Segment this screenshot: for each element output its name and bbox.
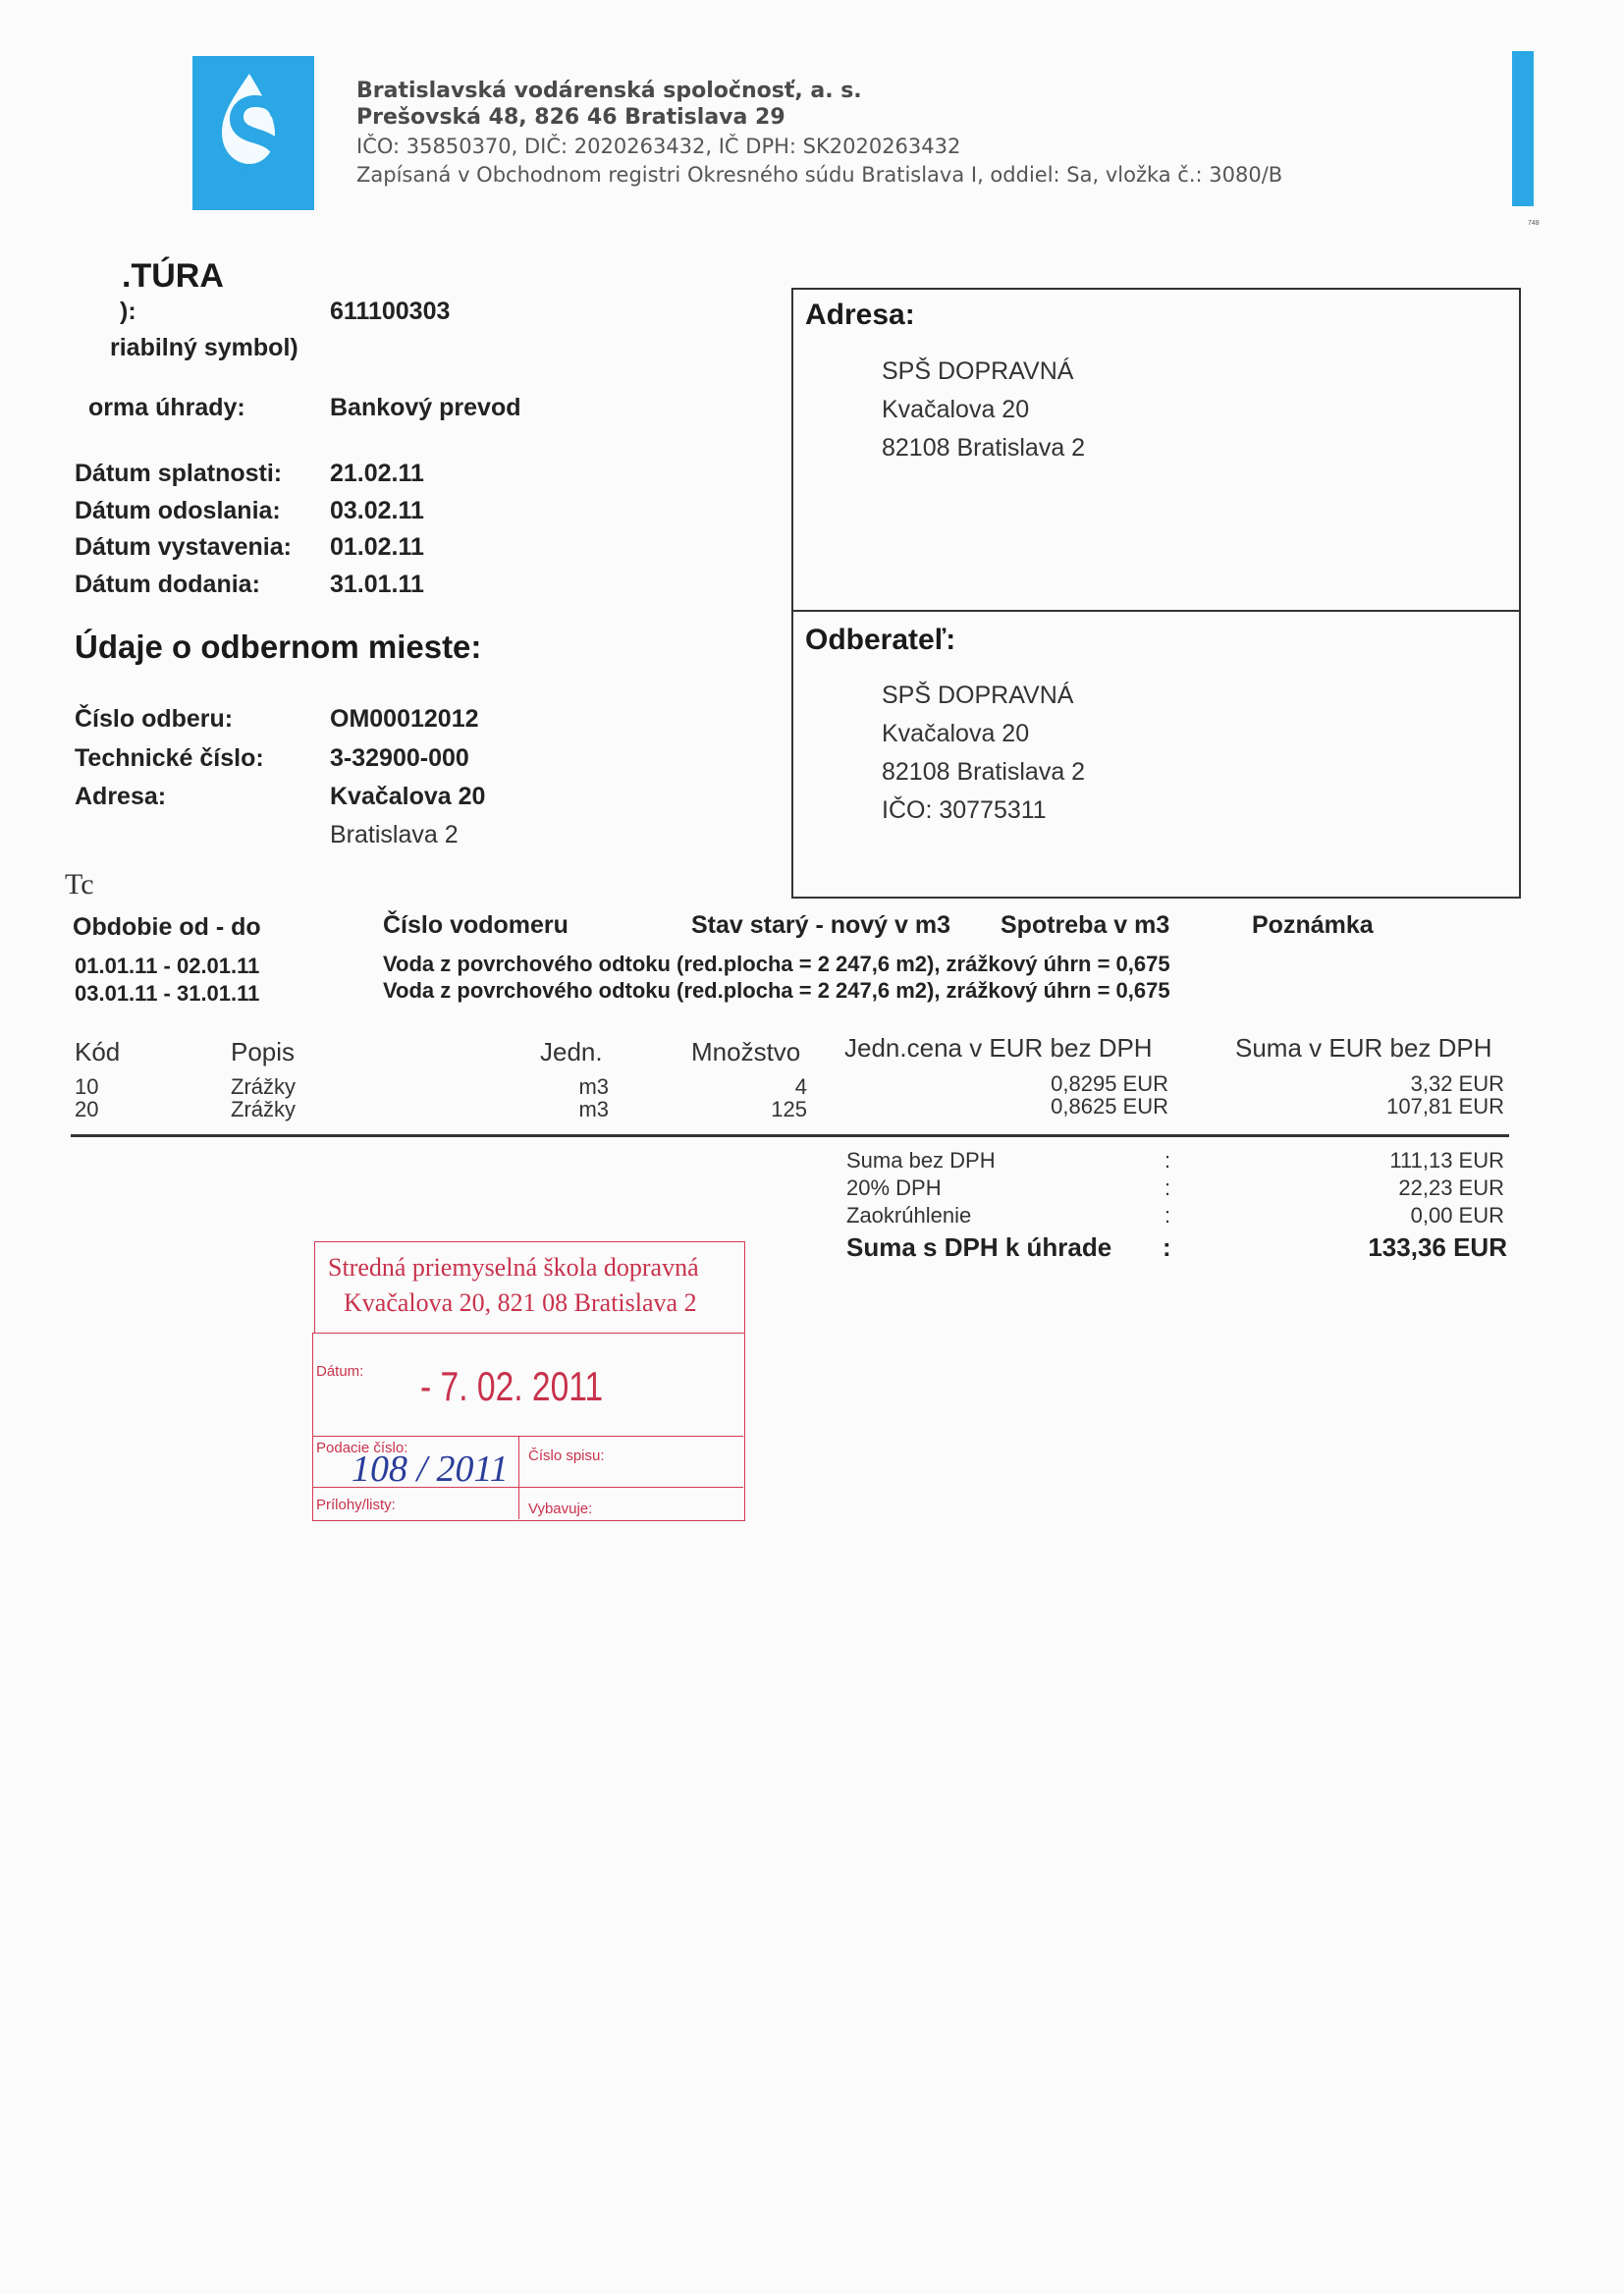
period-header: Obdobie od - do — [73, 913, 261, 941]
period-row-1: 01.01.11 - 02.01.11 — [75, 954, 260, 978]
stamp-prilohy-label: Prílohy/listy: — [316, 1497, 396, 1513]
total-value: 133,36 EUR — [1368, 1232, 1507, 1262]
address-heading: Adresa: — [805, 299, 915, 331]
payment-label: orma úhrady: — [88, 394, 245, 421]
due-date-label: Dátum splatnosti: — [75, 460, 283, 487]
company-registry: Zapísaná v Obchodnom registri Okresného súdu Bratislava I, oddiel: Sa, vložka č.: 3080/B — [356, 163, 1283, 187]
items-code-header: Kód — [75, 1037, 121, 1066]
stamp-vybavuje-label: Vybavuje: — [528, 1501, 593, 1517]
items-divider — [71, 1134, 1509, 1137]
item-2-unit: m3 — [578, 1097, 609, 1121]
place-address-label: Adresa: — [75, 783, 167, 810]
sent-date-value: 03.02.11 — [330, 497, 424, 524]
brand-bar — [1512, 51, 1534, 206]
company-logo — [192, 56, 314, 210]
subtotal-sep: : — [1164, 1148, 1171, 1173]
water-drop-logo-icon — [192, 56, 314, 210]
payment-value: Bankový prevod — [330, 394, 521, 421]
invoice-number-label: ): — [120, 298, 136, 325]
item-1-unit: m3 — [578, 1074, 609, 1099]
company-address: Prešovská 48, 826 46 Bratislava 29 — [356, 105, 785, 130]
items-unit-header: Jedn. — [540, 1037, 603, 1066]
address-line-3: 82108 Bratislava 2 — [882, 434, 1086, 462]
subtotal-label: Suma bez DPH — [846, 1148, 996, 1173]
customer-line-2: Kvačalova 20 — [882, 720, 1030, 747]
invoice-title: .TÚRA — [122, 257, 224, 295]
registration-stamp — [304, 1241, 744, 1529]
vat-label: 20% DPH — [846, 1175, 942, 1200]
stamp-spis-label: Číslo spisu: — [528, 1447, 605, 1464]
stamp-podacie-label: Podacie číslo: — [316, 1440, 408, 1456]
symbol-label: riabilný symbol) — [110, 334, 298, 361]
stamp-date-label: Dátum: — [316, 1363, 364, 1380]
delivery-date-label: Dátum dodania: — [75, 571, 260, 598]
items-desc-header: Popis — [231, 1037, 296, 1066]
customer-line-3: 82108 Bratislava 2 — [882, 758, 1086, 786]
issue-date-value: 01.02.11 — [330, 533, 424, 561]
item-2-qty: 125 — [771, 1097, 807, 1121]
company-ids: IČO: 35850370, DIČ: 2020263432, IČ DPH: SK2020263432 — [356, 135, 961, 158]
period-row-2-text: Voda z povrchového odtoku (red.plocha = 2 247,6 m2), zrážkový úhrn = 0,675 — [383, 978, 1170, 1003]
item-2-desc: Zrážky — [231, 1097, 296, 1121]
corner-code: 748 — [1528, 220, 1540, 227]
period-row-1-text: Voda z povrchového odtoku (red.plocha = 2 247,6 m2), zrážkový úhrn = 0,675 — [383, 952, 1170, 976]
stamp-date-value: - 7. 02. 2011 — [420, 1363, 604, 1409]
total-sep: : — [1163, 1232, 1171, 1262]
total-label: Suma s DPH k úhrade — [846, 1232, 1112, 1262]
handwritten-mark: Tc — [65, 868, 94, 901]
meter-header: Číslo vodomeru — [383, 911, 568, 939]
subtotal-value: 111,13 EUR — [1389, 1148, 1504, 1173]
vat-value: 22,23 EUR — [1398, 1175, 1504, 1200]
company-name: Bratislavská vodárenská spoločnosť, a. s. — [356, 79, 862, 103]
place-address-value: Kvačalova 20 — [330, 783, 486, 810]
box-divider — [791, 610, 1521, 612]
item-1-qty: 4 — [794, 1074, 807, 1099]
note-header: Poznámka — [1252, 911, 1374, 939]
item-1-code: 10 — [75, 1074, 99, 1099]
place-city: Bratislava 2 — [330, 821, 459, 848]
item-2-sum: 107,81 EUR — [1386, 1094, 1504, 1119]
place-heading: Údaje o odbernom mieste: — [75, 628, 482, 665]
item-1-desc: Zrážky — [231, 1074, 296, 1099]
place-number-label: Číslo odberu: — [75, 705, 234, 733]
rounding-value: 0,00 EUR — [1410, 1203, 1504, 1228]
sent-date-label: Dátum odoslania: — [75, 497, 281, 524]
address-line-1: SPŠ DOPRAVNÁ — [882, 357, 1074, 385]
customer-line-1: SPŠ DOPRAVNÁ — [882, 682, 1074, 709]
place-number-value: OM00012012 — [330, 705, 479, 733]
technical-number-label: Technické číslo: — [75, 744, 264, 772]
delivery-date-value: 31.01.11 — [330, 571, 424, 598]
rounding-sep: : — [1164, 1203, 1171, 1228]
items-price-header: Jedn.cena v EUR bez DPH — [844, 1033, 1153, 1063]
item-1-sum: 3,32 EUR — [1410, 1071, 1504, 1096]
item-2-code: 20 — [75, 1097, 99, 1121]
item-2-price: 0,8625 EUR — [1051, 1094, 1168, 1119]
stamp-school-address: Kvačalova 20, 821 08 Bratislava 2 — [344, 1288, 697, 1317]
item-1-price: 0,8295 EUR — [1051, 1071, 1168, 1096]
technical-number-value: 3-32900-000 — [330, 744, 469, 772]
items-qty-header: Množstvo — [691, 1037, 801, 1066]
vat-sep: : — [1164, 1175, 1171, 1200]
state-header: Stav starý - nový v m3 — [691, 911, 951, 939]
issue-date-label: Dátum vystavenia: — [75, 533, 292, 561]
stamp-school-name: Stredná priemyselná škola dopravná — [328, 1253, 699, 1282]
invoice-number-value: 611100303 — [330, 298, 451, 325]
stamp-podacie-value: 108 / 2011 — [352, 1448, 509, 1490]
consumption-header: Spotreba v m3 — [1001, 911, 1170, 939]
address-line-2: Kvačalova 20 — [882, 396, 1030, 423]
rounding-label: Zaokrúhlenie — [846, 1203, 972, 1228]
customer-heading: Odberateľ: — [805, 624, 956, 656]
due-date-value: 21.02.11 — [330, 460, 424, 487]
items-sum-header: Suma v EUR bez DPH — [1235, 1033, 1492, 1063]
customer-ico: IČO: 30775311 — [882, 796, 1047, 824]
period-row-2: 03.01.11 - 31.01.11 — [75, 981, 260, 1006]
